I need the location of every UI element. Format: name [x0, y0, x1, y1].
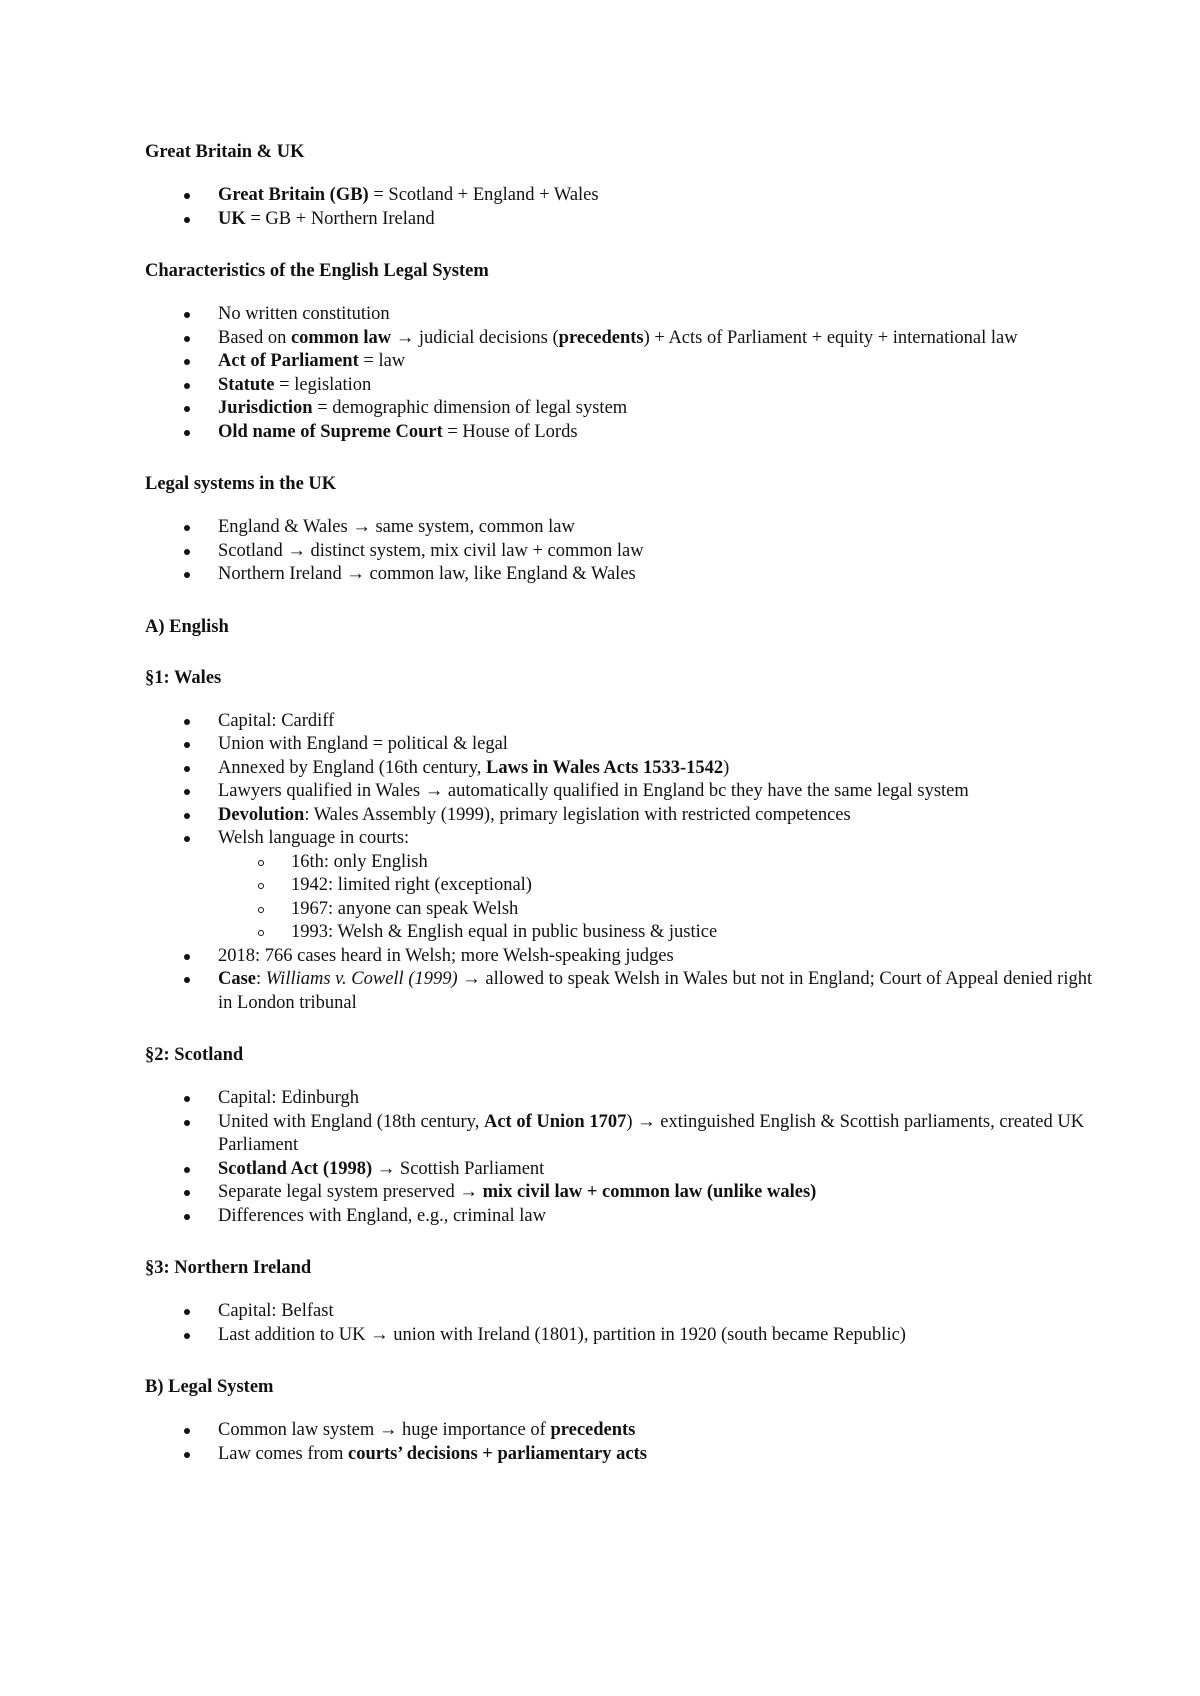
list-northern-ireland	[145, 1300, 1095, 1347]
heading-great-britain-uk: Great Britain & UK	[145, 142, 305, 162]
heading-legal-system: B) Legal System	[145, 1377, 274, 1397]
heading-legal-systems-uk: Legal systems in the UK	[145, 474, 337, 494]
list-item: Devolution: Wales Assembly (1999), primary legislation with restricted competences	[145, 804, 1095, 828]
list-item: No written constitution	[145, 303, 1095, 327]
heading-wales: §1: Wales	[145, 667, 222, 688]
heading-english: A) English	[145, 616, 229, 637]
document-body	[145, 141, 1095, 1495]
list-item: Law comes from courts’ decisions + parliamentary acts	[145, 1443, 1095, 1467]
sublist-item: 1942: limited right (exceptional)	[218, 874, 1095, 898]
list-item: Common law system → huge importance of precedents	[145, 1419, 1095, 1443]
list-item: Jurisdiction = demographic dimension of legal system	[145, 397, 1095, 421]
list-item: UK = GB + Northern Ireland	[145, 208, 1095, 232]
list-item: United with England (18th century, Act of Union 1707) → extinguished English & Scottish parliaments, created UK Parliament	[145, 1111, 1095, 1158]
list-item: Based on common law → judicial decisions (precedents) + Acts of Parliament + equity + international law	[145, 327, 1095, 351]
list-item: Union with England = political & legal	[145, 733, 1095, 757]
heading-characteristics: Characteristics of the English Legal System	[145, 261, 489, 281]
list-item: 2018: 766 cases heard in Welsh; more Welsh-speaking judges	[145, 945, 1095, 969]
list-gb-uk	[145, 184, 1095, 231]
list-item: Statute = legislation	[145, 374, 1095, 398]
list-legal-systems	[145, 516, 1095, 587]
list-item: Old name of Supreme Court = House of Lords	[145, 421, 1095, 445]
list-item: Annexed by England (16th century, Laws in Wales Acts 1533-1542)	[145, 757, 1095, 781]
list-item: Capital: Edinburgh	[145, 1087, 1095, 1111]
list-legal-system	[145, 1419, 1095, 1466]
list-item: Capital: Cardiff	[145, 710, 1095, 734]
sublist-item: 1993: Welsh & English equal in public business & justice	[218, 921, 1095, 945]
list-characteristics	[145, 303, 1095, 444]
list-wales	[145, 710, 1095, 1016]
list-item: Welsh language in courts: 16th: only English 1942: limited right (exceptional) 1967: anyone can speak Welsh 1993: Welsh & English equal in public business & justice	[145, 827, 1095, 945]
list-item: Differences with England, e.g., criminal law	[145, 1205, 1095, 1229]
list-item: Scotland Act (1998) → Scottish Parliament	[145, 1158, 1095, 1182]
heading-northern-ireland: §3: Northern Ireland	[145, 1258, 312, 1278]
heading-scotland: §2: Scotland	[145, 1045, 244, 1065]
list-item: Act of Parliament = law	[145, 350, 1095, 374]
list-scotland	[145, 1087, 1095, 1228]
list-item: Case: Williams v. Cowell (1999) → allowed to speak Welsh in Wales but not in England; Court of Appeal denied right in London tribunal	[145, 968, 1095, 1015]
list-item: Separate legal system preserved → mix civil law + common law (unlike wales)	[145, 1181, 1095, 1205]
list-item: Lawyers qualified in Wales → automatically qualified in England bc they have the same legal system	[145, 780, 1095, 804]
list-item: Capital: Belfast	[145, 1300, 1095, 1324]
list-item: Last addition to UK → union with Ireland (1801), partition in 1920 (south became Republic)	[145, 1324, 1095, 1348]
sublist-item: 1967: anyone can speak Welsh	[218, 898, 1095, 922]
list-item: England & Wales → same system, common law	[145, 516, 1095, 540]
list-item: Great Britain (GB) = Scotland + England + Wales	[145, 184, 1095, 208]
list-item: Northern Ireland → common law, like England & Wales	[145, 563, 1095, 587]
sublist-item: 16th: only English	[218, 851, 1095, 875]
sublist-welsh-language	[218, 851, 1095, 945]
list-item: Scotland → distinct system, mix civil law + common law	[145, 540, 1095, 564]
